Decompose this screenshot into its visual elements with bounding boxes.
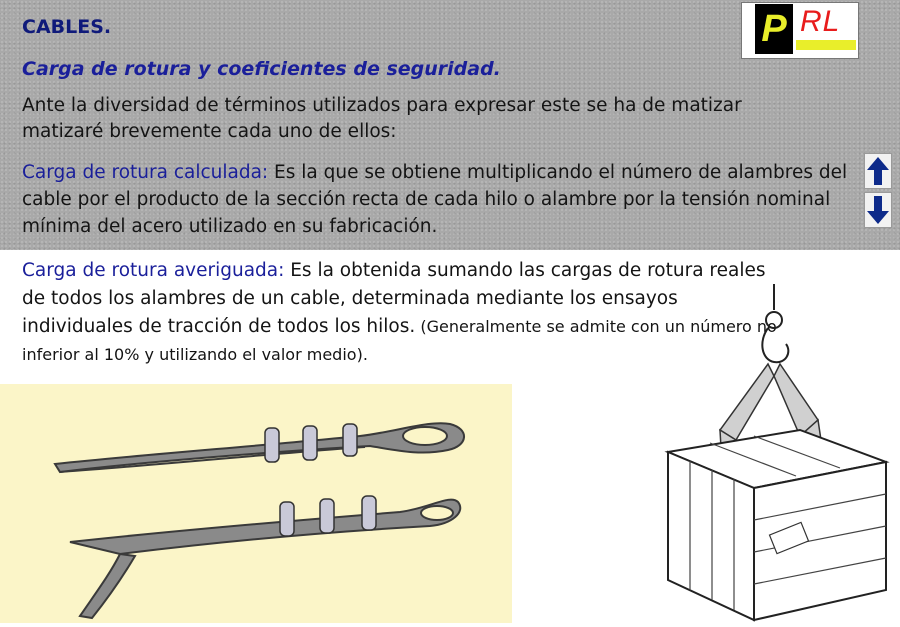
intro-paragraph: Ante la diversidad de términos utilizados para expresar este se ha de matizar matizaré brevemente cada uno de ellos:: [22, 95, 742, 142]
calculated-definition: Es la que se obtiene multiplicando el número de alambres del cable por el producto de la sección recta de cada hilo o alambre por la tensión nominal mínima del acero utilizado en su fabricación.: [22, 162, 848, 237]
calculated-term: Carga de rotura calculada:: [22, 162, 269, 183]
arrow-up-icon: [865, 154, 891, 188]
cable-clamps-illustration: [0, 384, 512, 623]
scroll-up-button[interactable]: [864, 153, 892, 189]
page-subtitle: Carga de rotura y coeficientes de seguridad.: [22, 58, 501, 80]
logo-letters-rl: RL: [800, 5, 841, 38]
logo-underline: [796, 40, 856, 50]
determined-note: (Generalmente se admite con un número no inferior al 10% y utilizando el valor medio).: [22, 317, 777, 364]
logo-letter-p: P: [755, 4, 793, 54]
page-title: CABLES.: [22, 16, 112, 38]
determined-definition: Es la obtenida sumando las cargas de rotura reales de todos los alambres de un cable, determinada mediante los ensayos individuales de tracción de todos los hilos.: [22, 260, 766, 337]
scroll-down-button[interactable]: [864, 192, 892, 228]
arrow-down-icon: [865, 193, 891, 227]
calculated-breaking-load-paragraph: [22, 159, 852, 240]
determined-term: Carga de rotura averiguada:: [22, 260, 285, 281]
slung-crate-illustration: [650, 280, 900, 623]
